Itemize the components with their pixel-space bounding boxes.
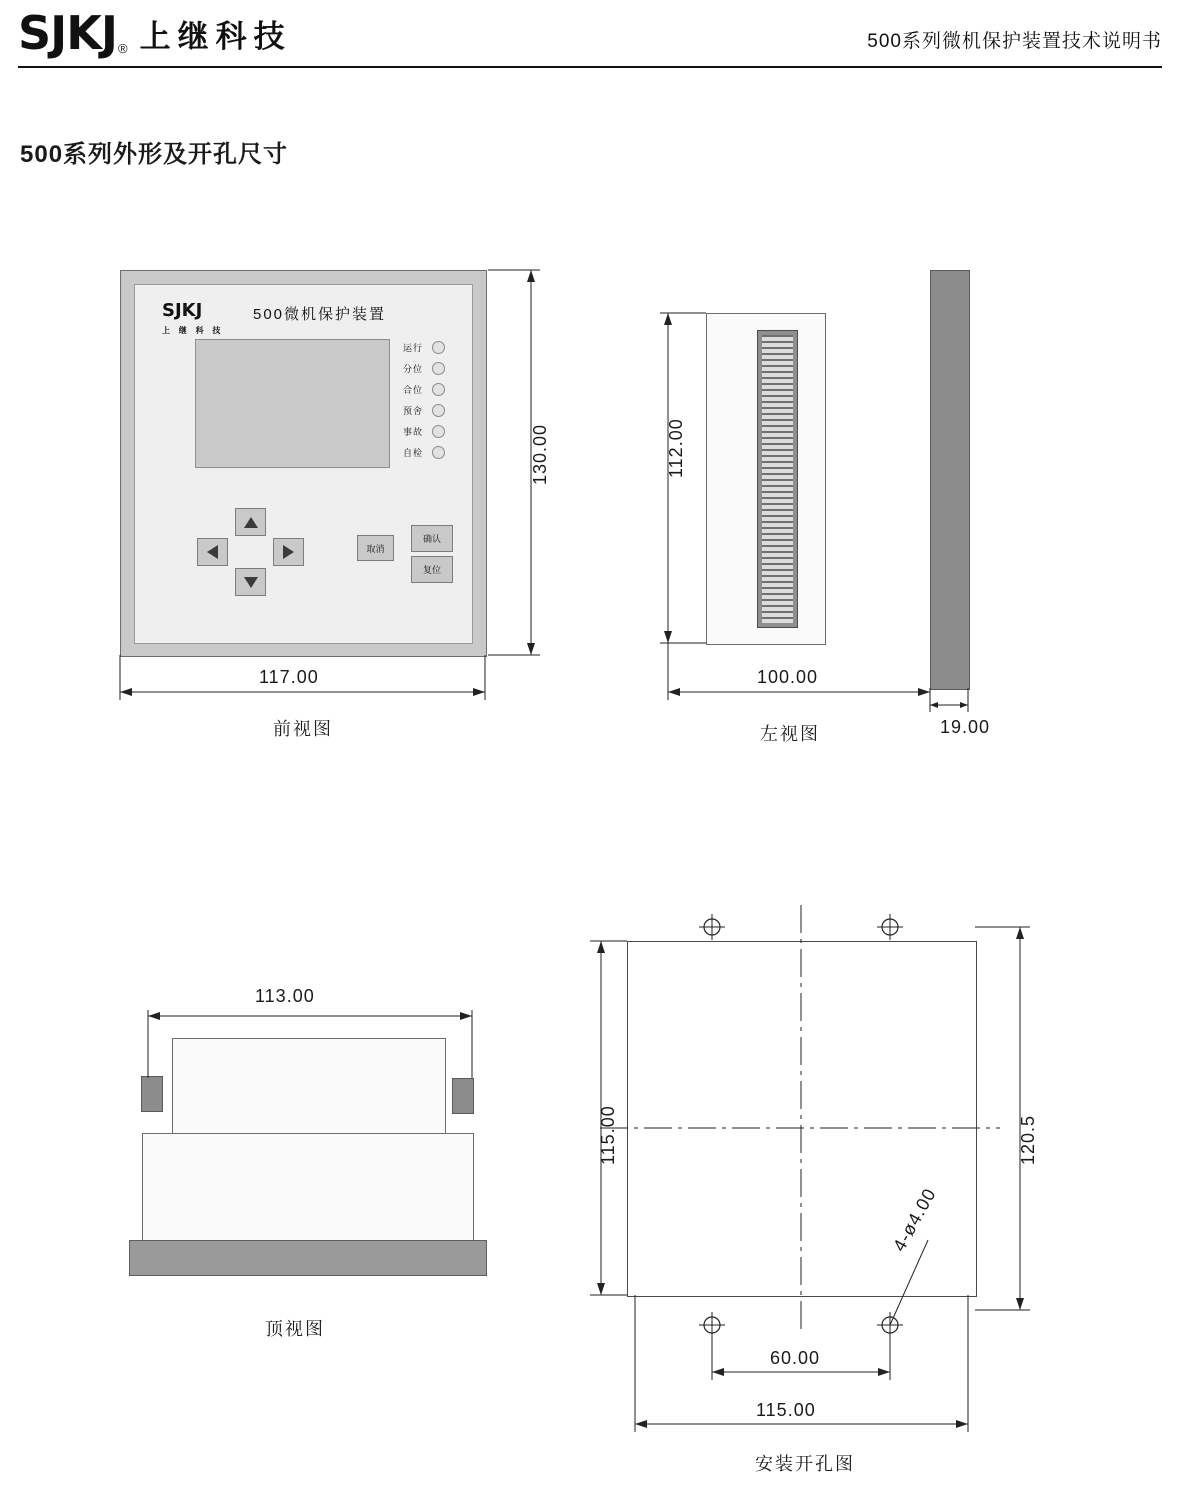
front-view-caption: 前视图 [273,719,333,739]
key-confirm-button[interactable]: 确认 [411,525,453,552]
device-logo-text: SJKJ [162,300,203,321]
key-cancel-button[interactable]: 取消 [357,535,394,561]
registered-trademark-icon: ® [118,41,128,56]
led-label: 事故 [402,427,423,437]
front-view-height-dimension: 130.00 [530,423,550,485]
front-view-width-dimension: 117.00 [259,667,319,687]
left-view-caption: 左视图 [760,724,820,744]
left-view-flange-dimension: 19.00 [940,717,991,737]
led-label: 合位 [402,385,423,395]
logo-chinese-text: 上继科技 [139,19,292,54]
device-logo-chinese: 上 继 科 技 [162,326,224,335]
led-label: 运行 [402,343,423,353]
left-view-height-dimension: 112.00 [666,418,686,478]
led-label: 自检 [402,448,423,458]
cutout-left-height-dimension: 115.00 [598,1105,618,1165]
logo-mark-text: SJKJ [18,6,118,60]
section-title: 500系列外形及开孔尺寸 [20,141,289,168]
top-view-width-dimension: 113.00 [255,986,315,1006]
cutout-hole-note: 4-ø4.00 [889,1184,940,1255]
led-label: 分位 [402,364,423,374]
key-reset-button[interactable]: 复位 [411,556,453,583]
cutout-right-height-dimension: 120.5 [1018,1114,1038,1165]
led-label: 预舍 [402,406,423,416]
top-view-caption: 顶视图 [265,1319,325,1339]
cutout-width-dimension: 115.00 [756,1400,816,1420]
cutout-view-caption: 安装开孔图 [755,1454,855,1474]
device-model-title: 500微机保护装置 [253,306,387,323]
document-title: 500系列微机保护装置技术说明书 [867,31,1162,52]
cutout-hole-spacing-dimension: 60.00 [770,1348,821,1368]
left-view-depth-dimension: 100.00 [757,667,819,687]
